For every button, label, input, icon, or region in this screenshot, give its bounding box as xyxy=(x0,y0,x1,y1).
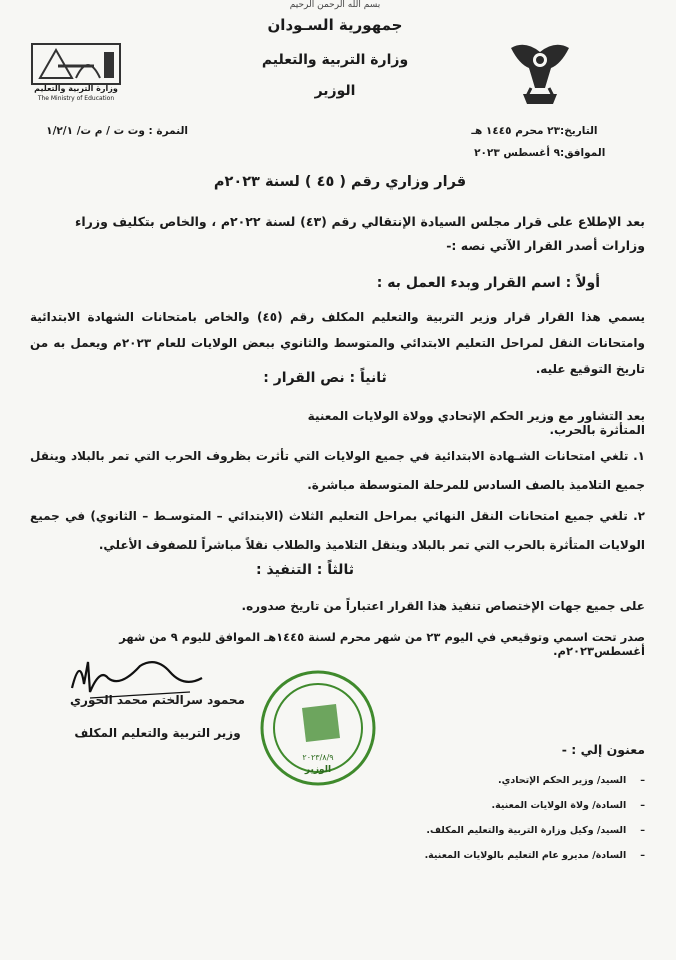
cc-item: – السيد/ وزير الحكم الإتحادي. xyxy=(380,775,645,800)
office-heading: الوزير xyxy=(314,83,356,99)
date-label: التاريخ: xyxy=(560,125,598,137)
cc-heading: معنون إلي : - xyxy=(561,742,645,757)
issued-statement: صدر تحت اسمي وتوقيعي في اليوم ٢٣ من شهر محرم لسنة ١٤٤٥هـ الموافق لليوم ٩ من شهر أغسطس٢٠٢٣م. xyxy=(119,630,645,658)
consultation-line: بعد التشاور مع وزير الحكم الإتحادي وولاة الولايات المعنية المتأثرة بالحرب. xyxy=(307,409,645,437)
decision-item-1: ١. تلغي امتحانات الشـهادة الابتدائية في جميع الولايات التي تأثرت بظروف الحرب التي تمر بالبلاد وينقل جميع التلاميذ بالصف السادس للمرحلة المتوسطة مباشرة. xyxy=(30,449,645,492)
section-1-heading: أولاً : اسم القرار وبدء العمل به : xyxy=(376,275,600,291)
cc-list xyxy=(380,775,645,875)
national-emblem-icon xyxy=(505,38,575,110)
cc-item: – السادة/ مديرو عام التعليم بالولايات المعنية. xyxy=(380,850,645,875)
ministry-heading: وزارة التربية والتعليم xyxy=(261,52,409,68)
section-1-text: يسمي هذا القرار قرار وزير التربية والتعليم المكلف رقم (٤٥) والخاص بامتحانات الشهادة الابتدائية وامتحانات النقل لمراحل التعليم الابتدائي والمتوسط والثانوي ببعض الولايات للعام ٢٠٢٣م ويعمل به من تاريخ التوقيع عليه. xyxy=(30,310,645,376)
date-gregorian: ٩ أغسطس ٢٠٢٣ xyxy=(474,147,560,159)
logo-caption-en: The Ministry of Education xyxy=(37,95,115,102)
signatory-name: محمود سرالختم محمد الحوري xyxy=(70,693,245,707)
date-hijri: ٢٣ محرم ١٤٤٥ هـ xyxy=(471,125,560,137)
signatory-title: وزير التربية والتعليم المكلف xyxy=(74,726,241,740)
date-gregorian-label: الموافق: xyxy=(560,147,606,159)
decision-item-2: ٢. تلغي جميع امتحانات النقل النهائي بمراحل التعليم الثلاث (الابتدائي – المتوسـط – الثانوي) في جميع الولايات المتأثرة بالحرب التي تمر بالبلاد وينقل التلاميذ والطلاب نقلاً مباشراً للصفوف الأعلي. xyxy=(30,509,645,552)
decree-title: قرار وزاري رقم ( ٤٥ ) لسنة ٢٠٢٣م xyxy=(213,174,467,190)
intro-paragraph: بعد الإطلاع على قرار مجلس السيادة الإنتقالي رقم (٤٣) لسنة ٢٠٢٢م ، والخاص بتكليف وزراء وزارات أصدر القرار الآتي نصه :- xyxy=(75,214,646,253)
execution-text: على جميع جهات الإختصاص تنفيذ هذا القرار اعتباراً من تاريخ صدوره. xyxy=(241,599,645,613)
country-heading: جمهورية السـودان xyxy=(267,16,403,34)
basmala: بسم الله الرحمن الرحيم xyxy=(289,0,381,10)
stamp-date: ٢٠٢٣/٨/٩ xyxy=(302,753,334,762)
logo-caption-ar: وزارة التربية والتعليم xyxy=(34,84,118,93)
section-3-heading: ثالثاً : التنفيذ : xyxy=(256,562,354,578)
official-stamp xyxy=(258,668,378,788)
reference-number: النمرة : وت ت / م ت/ ١/٢/١ xyxy=(46,125,188,137)
stamp-label: الوزير xyxy=(304,765,332,775)
section-2-heading: ثانياً : نص القرار : xyxy=(263,370,387,386)
cc-item: – السيد/ وكيل وزارة التربية والتعليم المكلف. xyxy=(380,825,645,850)
cc-item: – السادة/ ولاة الولايات المعنية. xyxy=(380,800,645,825)
